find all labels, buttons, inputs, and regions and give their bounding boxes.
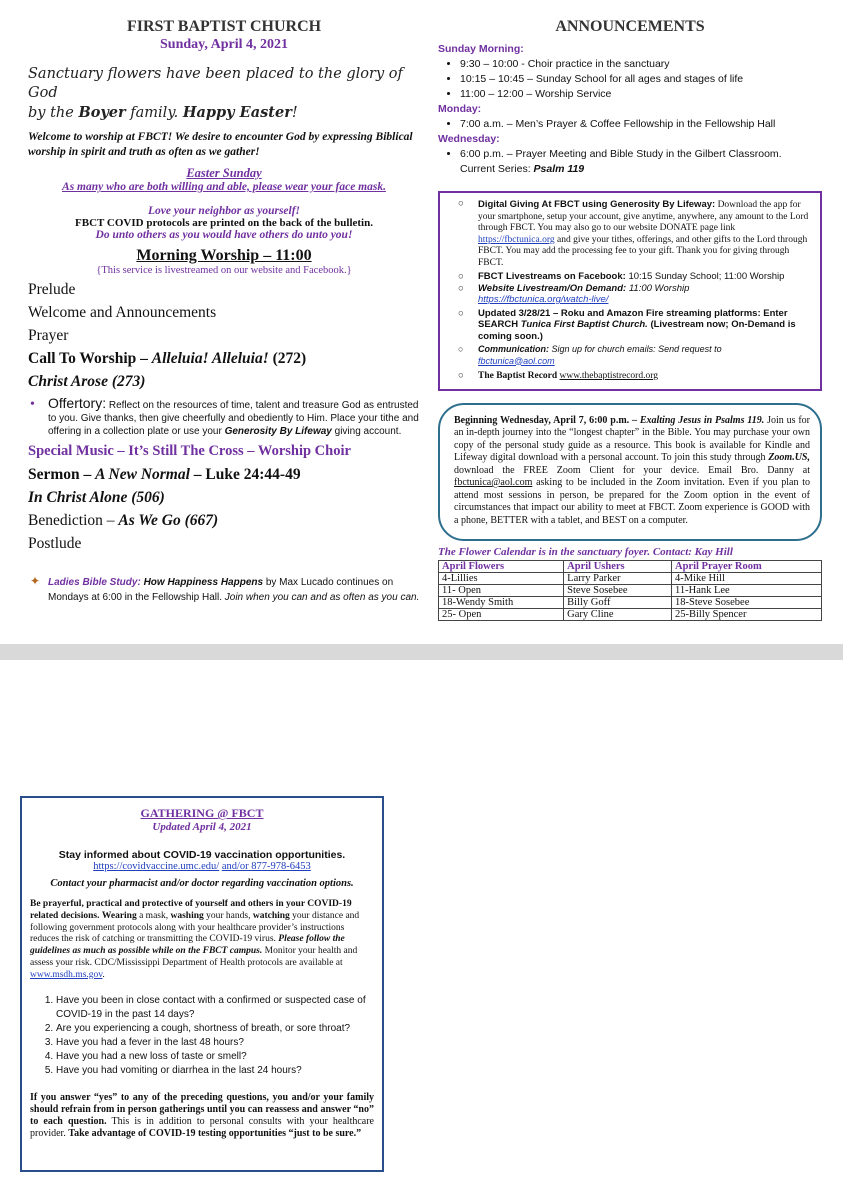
sunday-list [438,57,822,102]
table-row [439,573,822,585]
table-cell: Billy Goff [564,597,672,609]
table-row [439,585,822,597]
ladies-book: How Happiness Happens [143,577,264,588]
call-label: Call To Worship – [28,350,148,367]
baptist-record-link[interactable]: www.thebaptistrecord.org [559,371,658,381]
guideline-text: your hands, [206,910,251,921]
sunday-label: Sunday Morning: [438,43,524,55]
gathering-guidelines: Be prayerful, practical and protective of yourself and others in your COVID-19 related decisions. Wearing a mask, washing your hands, watching your distance and following government protocols along with your healthcare provider’s instructions reduces the risk of catching or transmitting the COVID-19 virus. Please follow the guidelines as much as possible while on the FBCT campus. Monitor your health and assess your risk. CDC/Mississippi Department of Health protocols are available at www.msdh.ms.gov. [30,899,360,980]
service-welcome: Welcome and Announcements [28,304,217,321]
table-header-row [439,561,822,573]
service-in-christ-alone: In Christ Alone (506) [28,489,165,506]
roku-text: Updated 3/28/21 – Roku and Amazon Fire streaming platforms: Enter SEARCH [478,307,788,330]
service-christ-arose: Christ Arose (273) [28,373,146,390]
current-series: Psalm 119 [533,163,585,175]
morning-worship-heading: Morning Worship – 11:00 [136,247,312,264]
question-item: 3. Have you had a fever in the last 48 hours? [56,1036,374,1050]
guideline-campus: Please follow the guidelines as much as possible while on the FBCT campus. [30,934,345,957]
flowers-line-2: by the Boyer family. Happy Easter! [28,104,298,121]
wednesday-list [438,147,822,177]
do-unto-others: Do unto others as you would have others do unto you! [95,229,353,241]
flowers-family: Boyer [78,104,126,121]
offertory-text-block [48,397,420,438]
series-label: Current Series: [460,163,531,175]
flowers-by: by the [28,105,74,121]
ladies-details: by Max Lucado continues on Mondays at 6:00 in the Fellowship Hall. [48,577,394,603]
hollow-bullet-icon: ○ [458,282,464,294]
communication-label: Communication: [478,344,549,354]
question-item: 5. Have you had vomiting or diarrhea in the last 24 hours? [56,1064,374,1078]
offertory-generosity: Generosity By Lifeway [224,426,332,437]
vaccine-link-line [30,861,374,872]
ladies-join: Join when you can and as often as you can. [224,592,420,603]
livestream-note: {This service is livestreamed on our website and Facebook.} [96,265,352,276]
flowers-dedication [28,65,420,123]
website-livestream-text: 11:00 Worship [628,282,690,294]
service-postlude: Postlude [28,535,82,552]
giving-livestream-box [438,191,822,391]
announcements-title: ANNOUNCEMENTS [555,18,705,35]
offertory-text: Reflect on the resources of time, talent and treasure God as entrusted to you. Give thanks, then give cheerfully and obediently to Him. Place your tithe and offering in a collection plate or use your [48,400,419,437]
easter-sunday-heading: Easter Sunday [186,166,262,180]
service-call-to-worship [28,347,420,370]
order-of-service [28,278,420,393]
psalms-text: Join us for an in-depth journey into the “longest chapter” in the Bible. You may purchase your own copy of the personal study guide as a resource. This book is available for Kindle and Lifeway digital download with a personal account. To join this study through [454,414,811,463]
gathering-updated: Updated April 4, 2021 [152,821,252,833]
monday-label: Monday: [438,103,482,115]
table-cell: 4-Lillies [439,573,564,585]
msdh-link[interactable]: www.msdh.ms.gov [30,969,103,980]
ladies-label: Ladies Bible Study: [48,577,141,588]
monday-list [438,117,822,132]
welcome-text: Welcome to worship at FBCT! We desire to encounter God by expressing Biblical worship in spirit and truth as often as we gather! [28,131,413,158]
psalms-lead: Beginning Wednesday, April 7, 6:00 p.m. – [454,414,637,426]
contact-pharmacist: Contact your pharmacist and/or doctor regarding vaccination options. [50,878,354,889]
gathering-title: GATHERING @ FBCT [140,806,264,820]
table-cell: 25-Billy Spencer [672,609,822,621]
covid-vaccine-link[interactable]: https://covidvaccine.umc.edu/ [93,861,220,872]
service-benediction [28,509,420,532]
sermon-label: Sermon – [28,466,92,483]
sunday-item: • 9:30 – 10:00 - Choir practice in the sanctuary [460,57,822,72]
communication-text: Sign up for church emails: Send request to [551,344,722,354]
hollow-bullet-icon: ○ [458,199,464,209]
wednesday-label: Wednesday: [438,133,500,145]
call-number: (272) [272,350,307,367]
wednesday-item [460,147,822,177]
worship-column [28,18,420,605]
baptist-record-label: The Baptist Record [478,371,558,381]
call-song: Alleluia! Alleluia! [151,350,269,367]
table-cell: 11- Open [439,585,564,597]
psalms-text-2: download the FREE Zoom Client for your device. Email Bro. Danny at [454,464,810,476]
final-testing: Take advantage of COVID-19 testing opportunities “just to be sure.” [68,1128,362,1140]
bulletin-date: Sunday, April 4, 2021 [160,37,288,52]
question-item: 1. Have you been in close contact with a confirmed or suspected case of COVID-19 in the past 14 days? [56,994,374,1022]
church-title: FIRST BAPTIST CHURCH [126,18,322,35]
mask-notice: As many who are both willing and able, please wear your face mask. [62,181,386,193]
ladies-text [48,575,420,605]
guideline-text: a mask, [139,910,169,921]
roku-note: (Livestream now; On-Demand is coming soon.) [478,319,796,342]
guideline-washing: washing [170,910,204,921]
offertory-end: giving account. [334,426,402,437]
happy-easter: Happy Easter [182,104,292,121]
table-cell: 11-Hank Lee [672,585,822,597]
roku-item [446,308,812,343]
flowers-family-suffix: family. [130,105,179,121]
website-livestream-label: Website Livestream/On Demand: [478,282,627,294]
communication-item [446,344,812,367]
sermon-title: A New Normal [95,466,190,483]
website-livestream-item [446,283,812,306]
gathering-final [30,1092,374,1141]
psalms-title: Exalting Jesus in Psalms 119. [639,414,765,426]
table-row [439,609,822,621]
service-prayer: Prayer [28,327,69,344]
digital-giving-text: Download the app for your smartphone, setup your account, give anytime, anywhere, any amount to the Lord through FBCT. You may also go to our website DONATE page link [478,200,809,233]
vaccine-phone: and/or 877-978-6453 [221,861,311,872]
sunday-item: • 10:15 – 10:45 – Sunday School for all ages and stages of life [460,72,822,87]
digital-giving-text-2: and give your tithes, offerings, and other gifts to the Lord through FBCT. You may add the processing fee to your gift. Thank you for giving through FBCT. [478,234,808,268]
order-of-service-2 [28,440,420,555]
facebook-text: 10:15 Sunday School; 11:00 Worship [628,271,785,282]
sunday-item: • 11:00 – 12:00 – Worship Service [460,87,822,102]
bulletin-page-back [0,660,843,1200]
schedule [438,42,822,177]
baptist-record-item [446,371,812,383]
table-header: April Prayer Room [672,561,822,573]
guideline-text: your distance and following government protocols along with your healthcare provider’s instructions reduces the risk of catching or transmitting the COVID-19 virus. [30,910,360,945]
psalms-email-link[interactable]: fbctunica@aol.com [454,477,533,488]
april-schedule-table [438,560,822,621]
question-item: 4. Have you had a new loss of taste or smell? [56,1050,374,1064]
monday-item: • 7:00 a.m. – Men’s Prayer & Coffee Fellowship in the Fellowship Hall [460,117,822,132]
flower-calendar-note: The Flower Calendar is in the sanctuary foyer. Contact: Kay Hill [438,546,733,558]
church-email-link[interactable]: fbctunica@aol.com [478,355,555,366]
psalms-text-3: asking to be included in the Zoom invitation. Even if you plan to attend most sessions in person, be prepared for the Zoom option in the event of circumstances that impact our ability to meet at FBCT. Zoom experience is GOOD with a phone, BETTER with a tablet, and BEST on a computer. [454,477,810,526]
guideline-wearing: Wearing [101,910,137,921]
covid-protocols-note: FBCT COVID protocols are printed on the back of the bulletin. [75,217,373,229]
love-neighbor: Love your neighbor as yourself! [147,205,301,217]
digital-giving-label: Digital Giving At FBCT using Generosity By Lifeway: [478,199,716,210]
table-cell: 25- Open [439,609,564,621]
wednesday-text: 6:00 p.m. – Prayer Meeting and Bible Study in the Gilbert Classroom. [460,148,782,160]
digital-giving-item [446,199,812,269]
screening-questions [30,994,374,1078]
benediction-label: Benediction – [28,512,115,529]
guidelines-bold: Be prayerful, practical and protective of yourself and others in your COVID-19 related decisions. [30,899,352,921]
ladies-bible-study [28,575,420,605]
table-cell: Steve Sosebee [564,585,672,597]
hollow-bullet-icon: ○ [458,307,464,319]
guideline-monitor: Monitor your health and assess your risk. CDC/Mississippi Department of Health protocols are available at [30,946,358,968]
service-sermon [28,463,420,486]
vaccine-stay-informed: Stay informed about COVID-19 vaccination opportunities. [58,849,346,861]
bullet-icon: • [30,397,35,412]
psalms-study-box [438,403,822,542]
offertory-label: Offertory: [48,395,107,411]
question-item: 2. Are you experiencing a cough, shortness of breath, or sore throat? [56,1022,374,1036]
zoom-name: Zoom.US, [768,452,810,463]
watch-live-link[interactable]: https://fbctunica.org/watch-live/ [478,294,609,305]
final-text: This is in addition to personal consults with your healthcare provider. [30,1116,374,1140]
roku-search-name: Tunica First Baptist Church. [520,319,648,330]
facebook-label: FBCT Livestreams on Facebook: [478,271,626,282]
service-special-music: Special Music – It’s Still The Cross – Worship Choir [28,443,351,459]
table-row [439,597,822,609]
table-cell: Gary Cline [564,609,672,621]
table-header: April Flowers [439,561,564,573]
table-cell: 18-Steve Sosebee [672,597,822,609]
table-cell: 4-Mike Hill [672,573,822,585]
service-prelude: Prelude [28,281,76,298]
sermon-reference: – Luke 24:44-49 [193,466,301,483]
final-warning: If you answer “yes” to any of the preceding questions, you and/or your family should refrain from in person gatherings until you can reassess and answer “no” to each question. [30,1091,374,1128]
website-link[interactable]: https://fbctunica.org [478,234,555,245]
guideline-watching: watching [252,910,290,921]
facebook-item [446,271,812,283]
announcements-column [438,18,822,621]
table-header: April Ushers [564,561,672,573]
table-cell: 18-Wendy Smith [439,597,564,609]
benediction-song: As We Go (667) [118,512,219,529]
offertory-section [28,397,420,438]
hollow-bullet-icon: ○ [458,344,464,354]
table-cell: Larry Parker [564,573,672,585]
hollow-bullet-icon: ○ [458,271,464,282]
gathering-box [20,796,384,1172]
flowers-line: Sanctuary flowers have been placed to the glory of God [28,66,403,101]
arrow-bullet-icon: ✦ [30,574,41,588]
hollow-bullet-icon: ○ [458,371,464,381]
